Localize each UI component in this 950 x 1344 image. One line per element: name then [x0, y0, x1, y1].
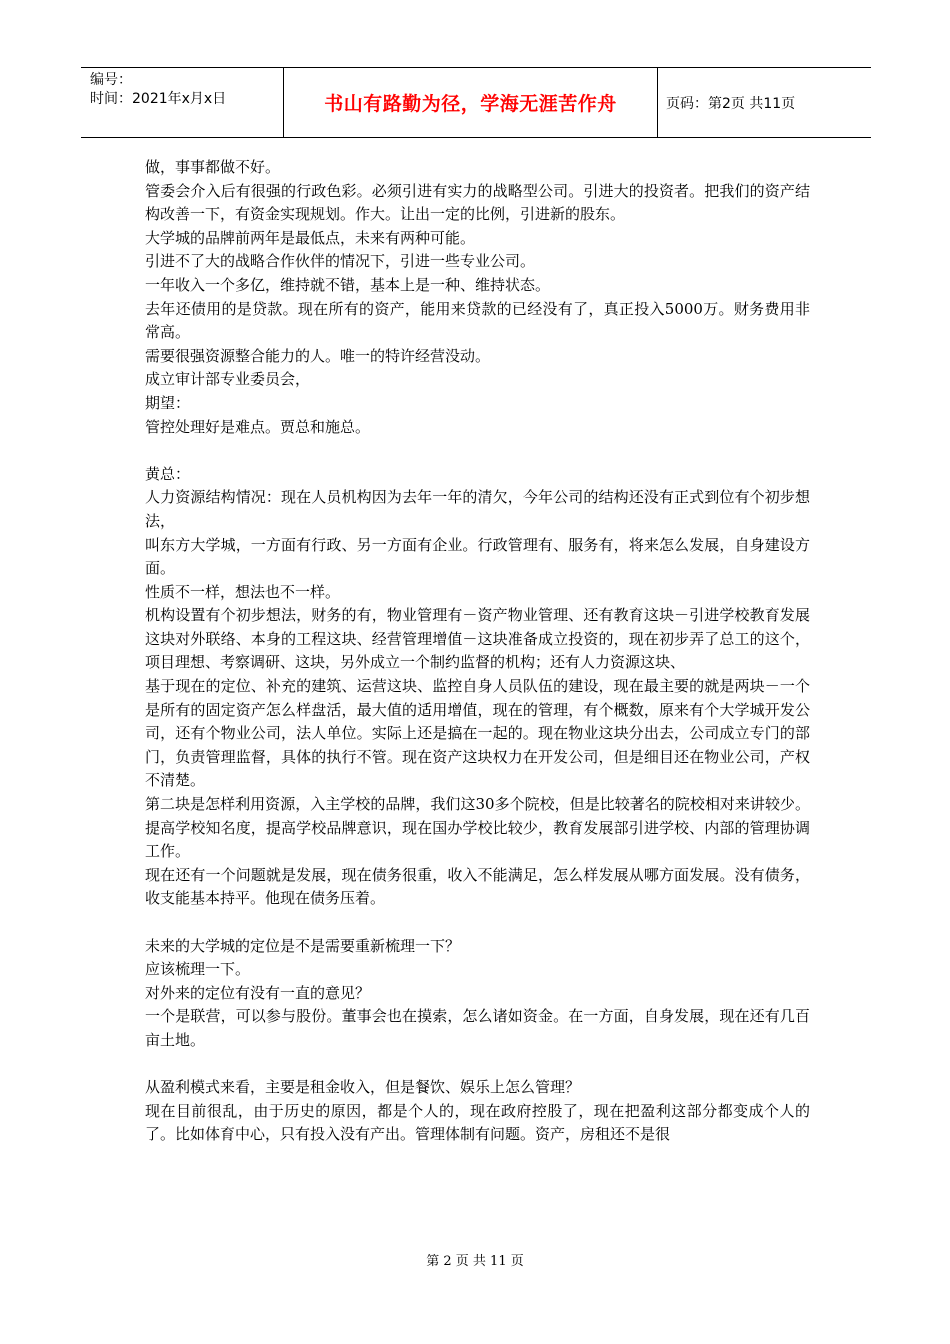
paragraph: 一个是联营，可以参与股份。董事会也在摸索，怎么诸如资金。在一方面，自身发展，现在还有几百亩土地。 — [145, 1007, 810, 1049]
header-meta — [81, 68, 283, 137]
paragraph: 从盈利模式来看，主要是租金收入，但是餐饮、娱乐上怎么管理？ — [145, 1078, 581, 1097]
paragraph: 基于现在的定位、补充的建筑、运营这块、监控自身人员队伍的建设，现在最主要的就是两块－一个是所有的固定资产怎么样盘活，最大值的适用增值，现在的管理，有个概数，原来有个大学城开发公司，还有个物业公司，法人单位。实际上还是搞在一起的。现在物业这块分出去，公司成立专门的部门，负责管理监督，具体的执行不管。现在资产这块权力在开发公司，但是细目还在物业公司，产权不清楚。 — [145, 677, 810, 790]
paragraph: 对外来的定位有没有一直的意见？ — [145, 983, 371, 1002]
paragraph: 现在还有一个问题就是发展，现在债务很重，收入不能满足，怎么样发展从哪方面发展。没有债务，收支能基本持平。他现在债务压着。 — [145, 865, 810, 908]
paragraph: 管控处理好是难点。贾总和施总。 — [145, 417, 371, 436]
paragraph: 大学城的品牌前两年是最低点，未来有两种可能。 — [145, 228, 476, 247]
paragraph: 性质不一样，想法也不一样。 — [145, 582, 341, 601]
paragraph: 第二块是怎样利用资源，入主学校的品牌，我们这30多个院校，但是比较著名的院校相对来讲较少。提高学校知名度，提高学校品牌意识，现在国办学校比较少，教育发展部引进学校、内部的管理协调工作。 — [145, 795, 810, 861]
paragraph: 一年收入一个多亿，维持就不错，基本上是一种、维持状态。 — [145, 275, 551, 294]
number-label: 编号： — [90, 72, 132, 88]
paragraph: 需要很强资源整合能力的人。唯一的特许经营没动。 — [145, 346, 491, 365]
paragraph: 引进不了大的战略合作伙伴的情况下，引进一些专业公司。 — [145, 252, 536, 271]
paragraph: 现在目前很乱，由于历史的原因，都是个人的，现在政府控股了，现在把盈利这部分都变成个人的了。比如体育中心，只有投入没有产出。管理体制有问题。资产，房租还不是很 — [145, 1101, 810, 1144]
document-body — [145, 156, 810, 1147]
paragraph: 成立审计部专业委员会， — [145, 370, 311, 389]
page-header — [81, 67, 871, 138]
paragraph: 叫东方大学城，一方面有行政、另一方面有企业。行政管理有、服务有，将来怎么发展，自身建设方面。 — [145, 535, 810, 578]
paragraph: 去年还债用的是贷款。现在所有的资产，能用来贷款的已经没有了，真正投入5000万。财务费用非常高。 — [145, 299, 810, 342]
paragraph: 未来的大学城的定位是不是需要重新梳理一下？ — [145, 936, 461, 955]
paragraph: 期望： — [145, 393, 191, 412]
page-number-label: 页码：第2页 共11页 — [666, 95, 796, 112]
paragraph: 人力资源结构情况：现在人员机构因为去年一年的清欠，今年公司的结构还没有正式到位有个初步想法， — [145, 488, 810, 530]
paragraph: 应该梳理一下。 — [145, 960, 251, 979]
time-label: 时间：2021年x月x日 — [90, 91, 227, 107]
paragraph: 管委会介入后有很强的行政色彩。必须引进有实力的战略型公司。引进大的投资者。把我们的资产结构改善一下，有资金实现规划。作大。让出一定的比例，引进新的股东。 — [145, 181, 810, 224]
paragraph: 做，事事都做不好。 — [145, 158, 281, 176]
paragraph: 机构设置有个初步想法，财务的有，物业管理有－资产物业管理、还有教育这块－引进学校教育发展这块对外联络、本身的工程这块、经营管理增值－这块准备成立投资的，现在初步弄了总工的这个，项目理想、考察调研、这块，另外成立一个制约监督的机构；还有人力资源这块、 — [145, 606, 810, 672]
paragraph-gap — [145, 439, 810, 463]
paragraph-gap — [145, 1053, 810, 1077]
motto: 书山有路勤为径，学海无涯苦作舟 — [283, 68, 658, 137]
paragraph: 黄总： — [145, 464, 191, 483]
page-footer: 第 2 页 共 11 页 — [426, 1254, 524, 1269]
paragraph-gap — [145, 911, 810, 935]
